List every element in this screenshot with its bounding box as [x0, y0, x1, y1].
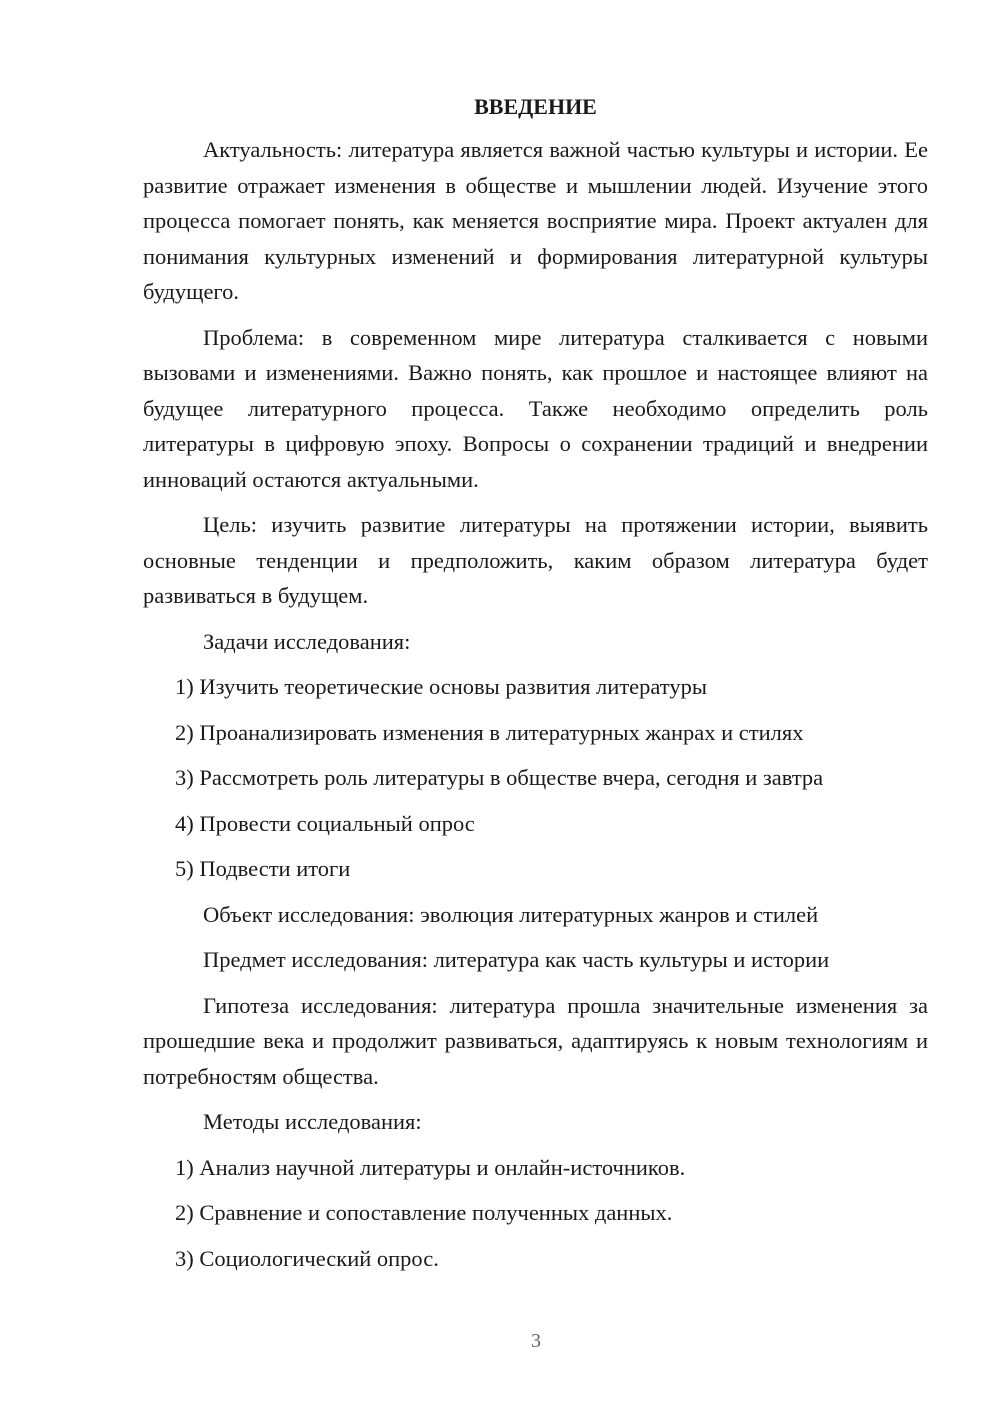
- list-item: 3) Рассмотреть роль литературы в обществе вчера, сегодня и завтра: [175, 765, 824, 790]
- problem-paragraph: Проблема: в современном мире литература сталкивается с новыми вызовами и изменениями. Важно понять, как прошлое и настоящее влияют на будущее литературного процесса. Также необходимо определить роль литературы в цифровую эпоху. Вопросы о сохранении традиций и внедрении инноваций остаются актуальными.: [143, 324, 928, 492]
- page-number: 3: [531, 1330, 541, 1352]
- list-item: 2) Проанализировать изменения в литературных жанрах и стилях: [175, 719, 804, 745]
- tasks-heading: Задачи исследования:: [203, 628, 411, 654]
- list-item: 4) Провести социальный опрос: [175, 810, 475, 836]
- document-page: [143, 90, 928, 1286]
- relevance-paragraph: Актуальность: литература является важной частью культуры и истории. Ее развитие отражает изменения в обществе и мышлении людей. Изучение этого процесса помогает понять, как меняется восприятие мира. Проект актуален для понимания культурных изменений и формирования литературной культуры будущего.: [143, 137, 928, 304]
- list-item: 1) Анализ научной литературы и онлайн-источников.: [175, 1154, 686, 1180]
- list-item: 2) Сравнение и сопоставление полученных данных.: [175, 1200, 673, 1225]
- methods-list: [143, 1150, 928, 1277]
- list-item: 1) Изучить теоретические основы развития литературы: [175, 674, 707, 699]
- tasks-list: [143, 669, 928, 887]
- list-item: 5) Подвести итоги: [175, 856, 351, 881]
- hypothesis-paragraph: Гипотеза исследования: литература прошла значительные изменения за прошедшие века и продолжит развиваться, адаптируясь к новым технологиям и потребностям общества.: [143, 992, 928, 1089]
- subject-line: Предмет исследования: литература как часть культуры и истории: [203, 947, 830, 972]
- object-line: Объект исследования: эволюция литературных жанров и стилей: [203, 901, 819, 927]
- methods-heading: Методы исследования:: [203, 1109, 422, 1134]
- section-title: ВВЕДЕНИЕ: [474, 94, 597, 119]
- goal-paragraph: Цель: изучить развитие литературы на протяжении истории, выявить основные тенденции и предположить, каким образом литература будет развиваться в будущем.: [143, 512, 928, 608]
- list-item: 3) Социологический опрос.: [175, 1245, 439, 1271]
